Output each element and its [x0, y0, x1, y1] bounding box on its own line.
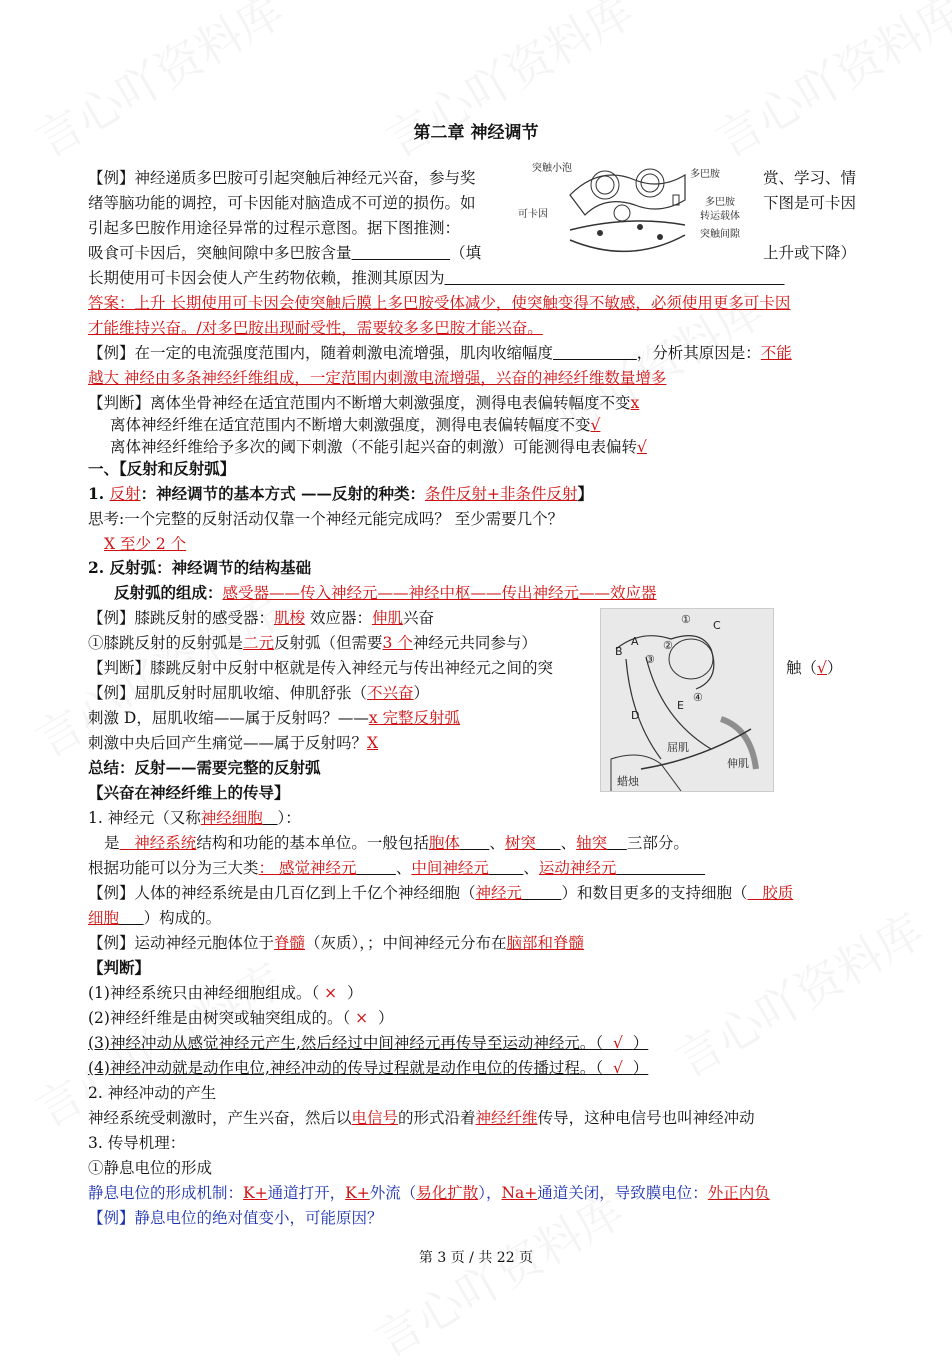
text-line: 引起多巴胺作用途径异常的过程示意图。据下图推测： — [88, 219, 461, 237]
synapse-diagram — [510, 155, 758, 265]
fig2-label: A — [631, 635, 639, 648]
section-heading: 【兴奋在神经纤维上的传导】 — [88, 783, 290, 802]
reflex-arc-diagram — [600, 608, 774, 792]
text-line: 反射弧的组成：感受器——传入神经元——神经中枢——传出神经元——效应器 — [114, 583, 657, 602]
fig2-label: E — [677, 699, 684, 712]
text-line: 长期使用可卡因会使人产生药物依赖，推测其原因为 — [88, 269, 445, 287]
text-line: (3)神经冲动从感觉神经元产生,然后经过中间神经元再传导至运动神经元。（ √ ） — [88, 1034, 649, 1052]
section-heading: 一、【反射和反射弧】 — [88, 459, 236, 478]
answer-line: X 至少 2 个 — [104, 535, 187, 553]
text-line: 1. 神经元（又称神经细胞 ）： — [88, 809, 301, 827]
text-line: 离体神经纤维给予多次的阈下刺激（不能引起兴奋的刺激）可能测得电表偏转√ — [110, 438, 647, 456]
text-line: 【例】在一定的电流强度范围内，随着刺激电流增强，肌肉收缩幅度 ，分析其原因是：不能 — [88, 344, 792, 362]
fig2-label: ② — [663, 639, 673, 652]
fig2-label: ③ — [645, 653, 655, 666]
page-footer: 第 3 页 / 共 22 页 — [418, 1250, 534, 1266]
text-line-right: 赏、学习、情 — [763, 169, 857, 187]
text-line: 【例】屈肌反射时屈肌收缩、伸肌舒张（不兴奋） — [88, 684, 430, 702]
fig2-label: ④ — [693, 691, 703, 704]
text-line: 是 神经系统结构和功能的基本单位。一般包括胞体 、树突 、轴突 三部分。 — [104, 834, 689, 852]
fig1-label: 多巴胺 — [690, 169, 720, 180]
text-line: 2. 神经冲动的产生 — [88, 1084, 217, 1102]
fig2-label: ① — [681, 613, 691, 626]
fig2-label: B — [615, 645, 623, 658]
fig2-label: 蜡烛 — [617, 775, 639, 788]
answer-line: 才能维持兴奋。/对多巴胺出现耐受性，需要较多多巴胺才能兴奋。 — [88, 319, 543, 337]
watermark — [662, 895, 934, 1090]
text-line: 1. 反射：神经调节的基本方式 ——反射的种类：条件反射+非条件反射】 — [88, 484, 594, 503]
text-line: 离体神经纤维在适宜范围内不断增大刺激强度，测得电表偏转幅度不变√ — [110, 416, 601, 434]
text-line-right: 下图是可卡因 — [763, 194, 857, 212]
text-line: 【判断】离体坐骨神经在适宜范围内不断增大刺激强度，测得电表偏转幅度不变x — [88, 394, 640, 412]
fig2-label: 伸肌 — [727, 757, 749, 770]
text-line: 【例】运动神经元胞体位于脊髓（灰质），；中间神经元分布在脑部和脊髓 — [88, 934, 585, 952]
fig1-label: 突触间隙 — [700, 229, 740, 240]
text-line: 【例】神经递质多巴胺可引起突触后神经元兴奋，参与奖 — [88, 169, 476, 187]
text-line: 【判断】膝跳反射中反射中枢就是传入神经元与传出神经元之间的突 — [88, 659, 554, 677]
fig2-label: C — [713, 619, 721, 632]
answer-line: 越大 神经由多条神经纤维组成，一定范围内刺激电流增强，兴奋的神经纤维数量增多 — [88, 369, 667, 387]
fig2-label: 屈肌 — [667, 741, 689, 754]
text-line: 【例】膝跳反射的感受器：肌梭 效应器：伸肌兴奋 — [88, 609, 434, 627]
text-line: (4)神经冲动就是动作电位,神经冲动的传导过程就是动作电位的传播过程。（ √ ） — [88, 1059, 649, 1077]
answer-line: 答案：上升 长期使用可卡因会使突触后膜上多巴胺受体减少，使突触变得不敏感，必须使用更多可卡因 — [88, 294, 791, 312]
text-line: 根据功能可以分为三大类： 感觉神经元 、中间神经元 、运动神经元 — [88, 859, 617, 877]
page-title: 第二章 神经调节 — [413, 123, 539, 143]
text-line-right: 上升或下降） — [763, 244, 857, 262]
text-line: 总结：反射——需要完整的反射弧 — [88, 758, 321, 777]
text-line: 神经系统受刺激时，产生兴奋，然后以电信号的形式沿着神经纤维传导，这种电信号也叫神经冲动 — [88, 1109, 755, 1127]
text-line: 静息电位的形成机制：K+通道打开，K+外流（易化扩散），Na+通道关闭，导致膜电位：外正内负 — [88, 1184, 770, 1202]
text-line: 【判断】 — [88, 958, 151, 977]
text-line: 细胞 ）构成的。 — [88, 909, 222, 927]
watermark — [372, 0, 644, 171]
text-line: 【例】静息电位的绝对值变小，可能原因？ — [88, 1209, 383, 1227]
text-line: 绪等脑功能的调控，可卡因能对脑造成不可逆的损伤。如 — [88, 194, 476, 212]
fig1-label: 突触小泡 — [532, 163, 572, 174]
watermark — [702, 0, 952, 171]
text-line: 【例】人体的神经系统是由几百亿到上千亿个神经细胞（神经元 ）和数目更多的支持细胞（ 胶质 — [88, 884, 794, 902]
text-line: ①静息电位的形成 — [88, 1159, 213, 1177]
text-line-right: 触（√） — [786, 659, 843, 677]
text-line: 思考:一个完整的反射活动仅靠一个神经元能完成吗？ 至少需要几个？ — [88, 510, 564, 528]
watermark — [22, 0, 294, 171]
text-line: (1)神经系统只由神经细胞组成。（ × ） — [88, 984, 363, 1002]
text-line: ①膝跳反射的反射弧是二元反射弧（但需要3 个神经元共同参与） — [88, 634, 537, 652]
text-line: 刺激中央后回产生痛觉——属于反射吗？X — [88, 734, 379, 752]
text-line: 3. 传导机理： — [88, 1134, 186, 1152]
watermark — [362, 1175, 634, 1370]
text-line: 2. 反射弧：神经调节的结构基础 — [88, 558, 312, 577]
fig2-label: D — [631, 709, 640, 722]
fig1-label: 多巴胺 — [705, 197, 735, 208]
fig1-label: 可卡因 — [518, 209, 548, 220]
text-line: (2)神经纤维是由树突或轴突组成的。（ × ） — [88, 1009, 394, 1027]
text-line: 吸食可卡因后，突触间隙中多巴胺含量 （填 — [88, 244, 482, 262]
fig1-label: 转运载体 — [700, 211, 740, 222]
text-line: 刺激 D，屈肌收缩——属于反射吗？——x 完整反射弧 — [88, 709, 461, 727]
